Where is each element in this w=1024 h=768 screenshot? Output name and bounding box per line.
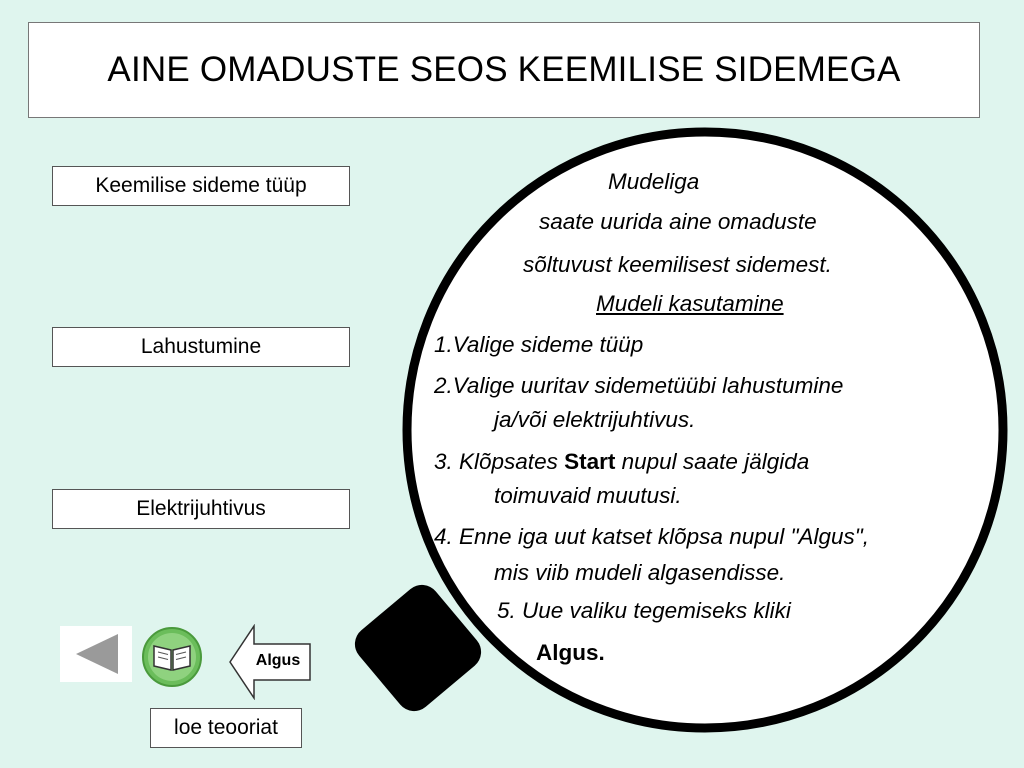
conductivity-label: Elektrijuhtivus (136, 497, 266, 520)
algus-label: Algus (255, 652, 301, 669)
step-3-line-2: toimuvaid muutusi. (494, 483, 682, 508)
triangle-left-icon (60, 626, 132, 682)
read-theory-label: loe teooriat (174, 716, 278, 739)
step-2-line-2: ja/või elektrijuhtivus. (494, 407, 696, 432)
intro-line-2: saate uurida aine omaduste (539, 209, 817, 234)
book-button[interactable] (140, 626, 204, 688)
step-5-algus: Algus. (536, 640, 605, 665)
intro-line-3: sõltuvust keemilisest sidemest. (523, 252, 832, 277)
step-3-start: Start (564, 449, 616, 474)
step-3-post: nupul saate jälgida (615, 449, 810, 474)
bond-type-label: Keemilise sideme tüüp (95, 174, 307, 197)
step-2-line-1: 2.Valige uuritav sidemetüübi lahustumine (434, 373, 844, 398)
step-4-line-2: mis viib mudeli algasendisse. (494, 560, 786, 585)
book-icon (140, 626, 204, 688)
step-3-pre: 3. Klõpsates (434, 449, 565, 474)
back-button[interactable] (60, 626, 132, 682)
step-1: 1.Valige sideme tüüp (434, 332, 644, 357)
read-theory-button[interactable] (150, 708, 302, 748)
step-5-line-1: 5. Uue valiku tegemiseks kliki (497, 598, 791, 623)
intro-line-1: Mudeliga (608, 169, 700, 194)
dissolving-label: Lahustumine (140, 335, 262, 358)
instructions-heading: Mudeli kasutamine (596, 291, 784, 316)
page-title-text: AINE OMADUSTE SEOS KEEMILISE SIDEMEGA (107, 50, 901, 89)
step-3-line-1 (434, 445, 809, 479)
step-4-line-1: 4. Enne iga uut katset klõpsa nupul "Algus", (434, 524, 870, 549)
